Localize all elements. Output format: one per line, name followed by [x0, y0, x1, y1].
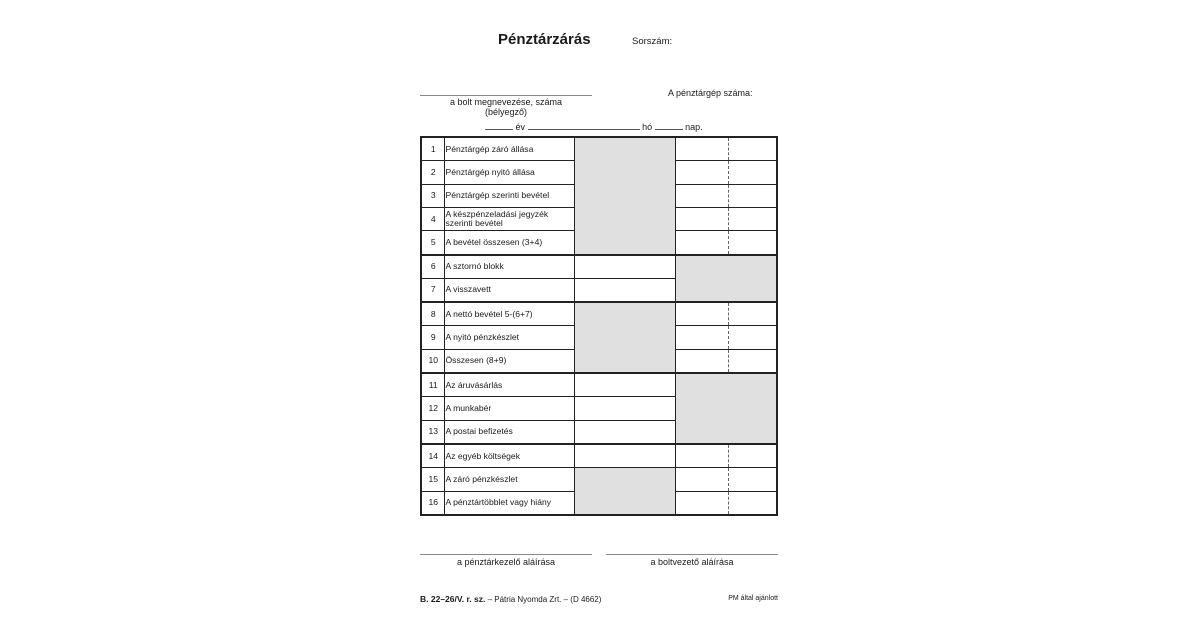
value-cell[interactable] [676, 468, 778, 491]
year-line [485, 121, 513, 130]
row-label: A visszavett [445, 278, 575, 302]
form-title: Pénztárzárás [498, 31, 591, 48]
shop-name-line [420, 95, 592, 96]
row-number: 12 [421, 397, 445, 420]
value-cell[interactable] [575, 397, 676, 420]
row-number: 6 [421, 255, 445, 279]
row-number: 5 [421, 231, 445, 255]
row-label: Pénztárgép nyitó állása [445, 161, 575, 184]
table-row [421, 302, 777, 326]
row-number: 9 [421, 326, 445, 349]
row-label: Az áruvásárlás [445, 373, 575, 397]
row-label: A készpénzeladási jegyzék szerinti bevétel [445, 207, 575, 230]
row-label: A sztornó blokk [445, 255, 575, 279]
row-number: 11 [421, 373, 445, 397]
shaded-cell [575, 137, 676, 255]
day-label: nap. [685, 122, 703, 132]
value-cell[interactable] [575, 420, 676, 444]
row-label: A záró pénzkészlet [445, 468, 575, 491]
closing-table [420, 136, 778, 516]
value-cell[interactable] [676, 326, 778, 349]
row-number: 14 [421, 444, 445, 468]
row-number: 4 [421, 207, 445, 230]
row-number: 3 [421, 184, 445, 207]
serial-number-label: Sorszám: [632, 36, 673, 47]
table-row [421, 255, 777, 279]
form-code-number: B. 22–26/V. r. sz. [420, 594, 486, 604]
row-number: 2 [421, 161, 445, 184]
month-line [528, 121, 640, 130]
row-number: 10 [421, 349, 445, 373]
value-cell[interactable] [676, 444, 778, 468]
value-cell[interactable] [575, 278, 676, 302]
register-number-label: A pénztárgép száma: [668, 88, 753, 98]
value-cell[interactable] [676, 161, 778, 184]
table-row [421, 137, 777, 161]
row-number: 8 [421, 302, 445, 326]
value-cell[interactable] [676, 137, 778, 161]
value-cell[interactable] [575, 373, 676, 397]
row-number: 15 [421, 468, 445, 491]
table-row [421, 444, 777, 468]
row-label: Pénztárgép záró állása [445, 137, 575, 161]
shop-name-label-line1: a bolt megnevezése, száma [449, 97, 563, 107]
shaded-cell [676, 255, 778, 303]
value-cell[interactable] [676, 184, 778, 207]
value-cell[interactable] [676, 302, 778, 326]
month-label: hó [642, 122, 653, 132]
publisher-label: – Pátria Nyomda Zrt. – (D 4662) [485, 595, 602, 604]
table-row [421, 373, 777, 397]
row-label: Az egyéb költségek [445, 444, 575, 468]
value-cell[interactable] [676, 231, 778, 255]
row-number: 16 [421, 491, 445, 515]
day-line [655, 121, 683, 130]
row-label: A nyitó pénzkészlet [445, 326, 575, 349]
shaded-cell [575, 302, 676, 373]
row-number: 7 [421, 278, 445, 302]
row-label: A bevétel összesen (3+4) [445, 231, 575, 255]
date-row [485, 121, 703, 132]
recommended-label: PM által ajánlott [728, 595, 778, 602]
row-label: A pénztártöbblet vagy hiány [445, 491, 575, 515]
shop-name-label-line2: (bélyegző) [484, 107, 528, 117]
shaded-cell [575, 468, 676, 515]
manager-signature-label: a boltvezető aláírása [650, 557, 734, 567]
row-label: A nettó bevétel 5-(6+7) [445, 302, 575, 326]
row-number: 13 [421, 420, 445, 444]
row-label: A munkabér [445, 397, 575, 420]
value-cell[interactable] [575, 255, 676, 279]
cashier-signature-line [420, 554, 592, 555]
table-row [421, 468, 777, 491]
row-label: Összesen (8+9) [445, 349, 575, 373]
value-cell[interactable] [676, 349, 778, 373]
shaded-cell [676, 373, 778, 444]
row-number: 1 [421, 137, 445, 161]
shop-name-label [420, 97, 592, 117]
row-label: Pénztárgép szerinti bevétel [445, 184, 575, 207]
form-code [420, 594, 601, 604]
manager-signature-line [606, 554, 778, 555]
value-cell[interactable] [676, 491, 778, 515]
row-label: A postai befizetés [445, 420, 575, 444]
year-label: év [515, 122, 526, 132]
value-cell[interactable] [575, 444, 676, 468]
value-cell[interactable] [676, 207, 778, 230]
cashier-signature-label: a pénztárkezelő aláírása [456, 557, 556, 567]
